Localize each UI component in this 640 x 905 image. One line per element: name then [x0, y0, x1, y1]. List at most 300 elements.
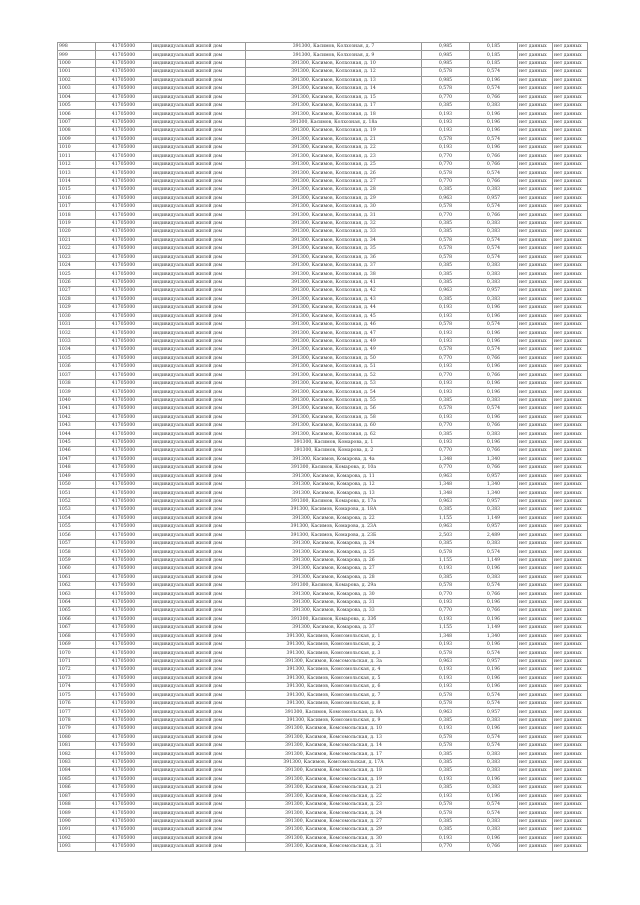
address-cell: 391300, Касимов, Колхозная, д. 37 [246, 261, 422, 269]
table-row [58, 144, 588, 152]
address-cell: 391300, Касимов, Колхозная, д. 12 [246, 68, 422, 76]
oktmo-code-cell: 41705000 [96, 337, 152, 345]
row-number-cell: 1087 [58, 792, 96, 800]
value-a-cell: 0,770 [422, 211, 470, 219]
row-number-cell: 1063 [58, 590, 96, 598]
address-cell: 391300, Касимов, Комсомольская, д. 8А [246, 708, 422, 716]
table-row [58, 472, 588, 480]
address-cell: 391300, Касимов, Колхозная, д. 22 [246, 144, 422, 152]
table-row [58, 666, 588, 674]
status-cell-2: нет данных [553, 590, 588, 598]
status-cell-2: нет данных [553, 228, 588, 236]
status-cell-1: нет данных [518, 110, 553, 118]
table-row [58, 379, 588, 387]
row-number-cell: 1034 [58, 346, 96, 354]
value-a-cell: 0,385 [422, 295, 470, 303]
status-cell-2: нет данных [553, 68, 588, 76]
status-cell-1: нет данных [518, 320, 553, 328]
oktmo-code-cell: 41705000 [96, 716, 152, 724]
table-row [58, 480, 588, 488]
building-type-cell: индивидуальный жилой дом [152, 455, 246, 463]
row-number-cell: 1056 [58, 531, 96, 539]
status-cell-1: нет данных [518, 464, 553, 472]
building-type-cell: индивидуальный жилой дом [152, 514, 246, 522]
table-row [58, 447, 588, 455]
table-row [58, 733, 588, 741]
table-row [58, 607, 588, 615]
value-b-cell: 0,196 [470, 144, 518, 152]
status-cell-2: нет данных [553, 329, 588, 337]
status-cell-2: нет данных [553, 211, 588, 219]
row-number-cell: 1075 [58, 691, 96, 699]
status-cell-1: нет данных [518, 118, 553, 126]
address-cell: 391300, Касимов, Комарова, д. 17а [246, 497, 422, 505]
address-cell: 391300, Касимов, Колхозная, д. 51 [246, 363, 422, 371]
value-b-cell: 0,196 [470, 312, 518, 320]
status-cell-1: нет данных [518, 624, 553, 632]
value-b-cell: 0,574 [470, 800, 518, 808]
building-type-cell: индивидуальный жилой дом [152, 278, 246, 286]
status-cell-1: нет данных [518, 590, 553, 598]
status-cell-1: нет данных [518, 775, 553, 783]
status-cell-2: нет данных [553, 337, 588, 345]
oktmo-code-cell: 41705000 [96, 270, 152, 278]
building-type-cell: индивидуальный жилой дом [152, 632, 246, 640]
building-type-cell: индивидуальный жилой дом [152, 826, 246, 834]
address-cell: 391300, Касимов, Колхозная, д. 15 [246, 93, 422, 101]
row-number-cell: 1002 [58, 76, 96, 84]
status-cell-2: нет данных [553, 320, 588, 328]
address-cell: 391300, Касимов, Комарова, д. 1 [246, 438, 422, 446]
status-cell-1: нет данных [518, 733, 553, 741]
row-number-cell: 1029 [58, 304, 96, 312]
table-row [58, 421, 588, 429]
oktmo-code-cell: 41705000 [96, 683, 152, 691]
table-row [58, 615, 588, 623]
table-row [58, 573, 588, 581]
value-b-cell: 0,196 [470, 329, 518, 337]
oktmo-code-cell: 41705000 [96, 430, 152, 438]
status-cell-2: нет данных [553, 253, 588, 261]
value-b-cell: 0,574 [470, 68, 518, 76]
table-row [58, 674, 588, 682]
value-b-cell: 0,196 [470, 792, 518, 800]
row-number-cell: 1047 [58, 455, 96, 463]
address-cell: 391300, Касимов, Колхозная, д. 13 [246, 76, 422, 84]
building-type-cell: индивидуальный жилой дом [152, 784, 246, 792]
status-cell-2: нет данных [553, 388, 588, 396]
address-cell: 391300, Касимов, Комарова, д. 10а [246, 464, 422, 472]
value-a-cell: 0,770 [422, 421, 470, 429]
oktmo-code-cell: 41705000 [96, 455, 152, 463]
row-number-cell: 1040 [58, 396, 96, 404]
oktmo-code-cell: 41705000 [96, 826, 152, 834]
status-cell-1: нет данных [518, 421, 553, 429]
status-cell-1: нет данных [518, 506, 553, 514]
status-cell-2: нет данных [553, 826, 588, 834]
status-cell-1: нет данных [518, 211, 553, 219]
status-cell-2: нет данных [553, 186, 588, 194]
building-type-cell: индивидуальный жилой дом [152, 531, 246, 539]
value-b-cell: 0,574 [470, 405, 518, 413]
oktmo-code-cell: 41705000 [96, 363, 152, 371]
building-type-cell: индивидуальный жилой дом [152, 775, 246, 783]
table-row [58, 85, 588, 93]
oktmo-code-cell: 41705000 [96, 76, 152, 84]
building-type-cell: индивидуальный жилой дом [152, 219, 246, 227]
oktmo-code-cell: 41705000 [96, 219, 152, 227]
building-type-cell: индивидуальный жилой дом [152, 295, 246, 303]
value-b-cell: 0,196 [470, 834, 518, 842]
address-cell: 391300, Касимов, Колхозная, д. 7 [246, 43, 422, 51]
value-b-cell: 1,149 [470, 556, 518, 564]
status-cell-1: нет данных [518, 632, 553, 640]
oktmo-code-cell: 41705000 [96, 742, 152, 750]
address-cell: 391300, Касимов, Комсомольская, д. 19 [246, 775, 422, 783]
value-a-cell: 0,963 [422, 708, 470, 716]
address-cell: 391300, Касимов, Комсомольская, д. 23 [246, 800, 422, 808]
status-cell-1: нет данных [518, 379, 553, 387]
value-b-cell: 0,574 [470, 649, 518, 657]
table-row [58, 59, 588, 67]
address-cell: 391300, Касимов, Комарова, д. 27 [246, 565, 422, 573]
address-cell: 391300, Касимов, Колхозная, д. 27 [246, 177, 422, 185]
value-b-cell: 0,383 [470, 295, 518, 303]
status-cell-1: нет данных [518, 76, 553, 84]
building-type-cell: индивидуальный жилой дом [152, 464, 246, 472]
address-cell: 391300, Касимов, Комарова, д. 30 [246, 590, 422, 598]
status-cell-1: нет данных [518, 523, 553, 531]
address-cell: 391300, Касимов, Комарова, д. 33 [246, 607, 422, 615]
value-a-cell: 1,348 [422, 489, 470, 497]
oktmo-code-cell: 41705000 [96, 834, 152, 842]
oktmo-code-cell: 41705000 [96, 615, 152, 623]
value-a-cell: 0,578 [422, 405, 470, 413]
address-cell: 391300, Касимов, Комсомольская, д. 31 [246, 843, 422, 851]
value-a-cell: 0,770 [422, 93, 470, 101]
oktmo-code-cell: 41705000 [96, 438, 152, 446]
table-row [58, 817, 588, 825]
table-row [58, 413, 588, 421]
status-cell-2: нет данных [553, 76, 588, 84]
row-number-cell: 1039 [58, 388, 96, 396]
row-number-cell: 1080 [58, 733, 96, 741]
oktmo-code-cell: 41705000 [96, 809, 152, 817]
value-b-cell: 0,574 [470, 85, 518, 93]
address-cell: 391300, Касимов, Колхозная, д. 23 [246, 152, 422, 160]
row-number-cell: 1028 [58, 295, 96, 303]
status-cell-2: нет данных [553, 101, 588, 109]
value-b-cell: 0,957 [470, 708, 518, 716]
row-number-cell: 1043 [58, 421, 96, 429]
oktmo-code-cell: 41705000 [96, 750, 152, 758]
status-cell-2: нет данных [553, 278, 588, 286]
row-number-cell: 1077 [58, 708, 96, 716]
value-b-cell: 0,185 [470, 59, 518, 67]
oktmo-code-cell: 41705000 [96, 817, 152, 825]
address-cell: 391300, Касимов, Колхозная, д. 50 [246, 354, 422, 362]
value-b-cell: 0,574 [470, 346, 518, 354]
building-type-cell: индивидуальный жилой дом [152, 76, 246, 84]
value-b-cell: 0,383 [470, 758, 518, 766]
status-cell-2: нет данных [553, 632, 588, 640]
oktmo-code-cell: 41705000 [96, 278, 152, 286]
value-b-cell: 0,196 [470, 379, 518, 387]
row-number-cell: 1053 [58, 506, 96, 514]
building-type-cell: индивидуальный жилой дом [152, 725, 246, 733]
table-row [58, 497, 588, 505]
table-row [58, 565, 588, 573]
oktmo-code-cell: 41705000 [96, 388, 152, 396]
status-cell-2: нет данных [553, 708, 588, 716]
status-cell-1: нет данных [518, 556, 553, 564]
row-number-cell: 1016 [58, 194, 96, 202]
address-cell: 391300, Касимов, Комарова, д. 13 [246, 489, 422, 497]
table-row [58, 405, 588, 413]
status-cell-2: нет данных [553, 169, 588, 177]
building-type-cell: индивидуальный жилой дом [152, 683, 246, 691]
address-cell: 391300, Касимов, Комсомольская, д. 14 [246, 742, 422, 750]
address-cell: 391300, Касимов, Комсомольская, д. 1 [246, 632, 422, 640]
row-number-cell: 1052 [58, 497, 96, 505]
status-cell-1: нет данных [518, 607, 553, 615]
oktmo-code-cell: 41705000 [96, 379, 152, 387]
row-number-cell: 1037 [58, 371, 96, 379]
value-b-cell: 0,957 [470, 287, 518, 295]
row-number-cell: 1057 [58, 539, 96, 547]
row-number-cell: 1023 [58, 253, 96, 261]
table-row [58, 396, 588, 404]
address-cell: 391300, Касимов, Комарова, д. 26 [246, 556, 422, 564]
value-a-cell: 0,193 [422, 674, 470, 682]
value-a-cell: 0,963 [422, 472, 470, 480]
address-cell: 391300, Касимов, Комсомольская, д. 27 [246, 817, 422, 825]
building-type-cell: индивидуальный жилой дом [152, 489, 246, 497]
status-cell-2: нет данных [553, 85, 588, 93]
status-cell-1: нет данных [518, 438, 553, 446]
oktmo-code-cell: 41705000 [96, 674, 152, 682]
table-row [58, 169, 588, 177]
value-b-cell: 0,196 [470, 598, 518, 606]
status-cell-1: нет данных [518, 346, 553, 354]
oktmo-code-cell: 41705000 [96, 607, 152, 615]
building-type-cell: индивидуальный жилой дом [152, 447, 246, 455]
oktmo-code-cell: 41705000 [96, 245, 152, 253]
building-type-cell: индивидуальный жилой дом [152, 379, 246, 387]
row-number-cell: 1066 [58, 615, 96, 623]
building-type-cell: индивидуальный жилой дом [152, 304, 246, 312]
address-cell: 391300, Касимов, Колхозная, д. 47 [246, 329, 422, 337]
oktmo-code-cell: 41705000 [96, 405, 152, 413]
oktmo-code-cell: 41705000 [96, 177, 152, 185]
value-a-cell: 0,578 [422, 135, 470, 143]
value-a-cell: 0,193 [422, 640, 470, 648]
value-b-cell: 0,766 [470, 371, 518, 379]
oktmo-code-cell: 41705000 [96, 320, 152, 328]
building-type-cell: индивидуальный жилой дом [152, 68, 246, 76]
value-b-cell: 0,766 [470, 421, 518, 429]
value-a-cell: 0,578 [422, 548, 470, 556]
status-cell-2: нет данных [553, 160, 588, 168]
address-cell: 391300, Касимов, Колхозная, д. 17 [246, 101, 422, 109]
table-row [58, 186, 588, 194]
table-row [58, 76, 588, 84]
status-cell-1: нет данных [518, 674, 553, 682]
status-cell-1: нет данных [518, 826, 553, 834]
building-type-cell: индивидуальный жилой дом [152, 640, 246, 648]
status-cell-2: нет данных [553, 51, 588, 59]
building-type-cell: индивидуальный жилой дом [152, 101, 246, 109]
oktmo-code-cell: 41705000 [96, 497, 152, 505]
address-cell: 391300, Касимов, Комарова, д. 28 [246, 573, 422, 581]
table-row [58, 320, 588, 328]
status-cell-1: нет данных [518, 186, 553, 194]
status-cell-2: нет данных [553, 127, 588, 135]
building-type-cell: индивидуальный жилой дом [152, 691, 246, 699]
address-cell: 391300, Касимов, Колхозная, д. 46 [246, 320, 422, 328]
status-cell-1: нет данных [518, 472, 553, 480]
status-cell-1: нет данных [518, 514, 553, 522]
value-a-cell: 2,503 [422, 531, 470, 539]
address-cell: 391300, Касимов, Колхозная, д. 49 [246, 337, 422, 345]
address-cell: 391300, Касимов, Комсомольская, д. 6 [246, 683, 422, 691]
value-b-cell: 0,196 [470, 640, 518, 648]
table-row [58, 371, 588, 379]
status-cell-2: нет данных [553, 110, 588, 118]
address-cell: 391300, Касимов, Колхозная, д. 53 [246, 379, 422, 387]
status-cell-1: нет данных [518, 127, 553, 135]
oktmo-code-cell: 41705000 [96, 725, 152, 733]
value-a-cell: 0,770 [422, 177, 470, 185]
value-a-cell: 0,963 [422, 523, 470, 531]
building-type-cell: индивидуальный жилой дом [152, 388, 246, 396]
address-cell: 391300, Касимов, Колхозная, д. 18 [246, 110, 422, 118]
status-cell-1: нет данных [518, 708, 553, 716]
row-number-cell: 1055 [58, 523, 96, 531]
table-row [58, 784, 588, 792]
row-number-cell: 1046 [58, 447, 96, 455]
oktmo-code-cell: 41705000 [96, 531, 152, 539]
oktmo-code-cell: 41705000 [96, 758, 152, 766]
address-cell: 391300, Касимов, Комарова, д. 18А [246, 506, 422, 514]
row-number-cell: 1093 [58, 843, 96, 851]
status-cell-2: нет данных [553, 270, 588, 278]
status-cell-1: нет данных [518, 573, 553, 581]
status-cell-2: нет данных [553, 371, 588, 379]
oktmo-code-cell: 41705000 [96, 472, 152, 480]
row-number-cell: 1021 [58, 236, 96, 244]
building-type-cell: индивидуальный жилой дом [152, 354, 246, 362]
status-cell-1: нет данных [518, 430, 553, 438]
building-type-cell: индивидуальный жилой дом [152, 607, 246, 615]
building-type-cell: индивидуальный жилой дом [152, 320, 246, 328]
table-row [58, 767, 588, 775]
oktmo-code-cell: 41705000 [96, 144, 152, 152]
building-type-cell: индивидуальный жилой дом [152, 312, 246, 320]
value-a-cell: 0,385 [422, 261, 470, 269]
table-row [58, 548, 588, 556]
status-cell-2: нет данных [553, 598, 588, 606]
row-number-cell: 1092 [58, 834, 96, 842]
table-row [58, 287, 588, 295]
address-cell: 391300, Касимов, Колхозная, д. 56 [246, 405, 422, 413]
row-number-cell: 1026 [58, 278, 96, 286]
value-b-cell: 0,766 [470, 607, 518, 615]
row-number-cell: 1071 [58, 657, 96, 665]
oktmo-code-cell: 41705000 [96, 666, 152, 674]
row-number-cell: 1083 [58, 758, 96, 766]
value-b-cell: 0,383 [470, 219, 518, 227]
oktmo-code-cell: 41705000 [96, 657, 152, 665]
building-type-cell: индивидуальный жилой дом [152, 59, 246, 67]
value-a-cell: 0,578 [422, 691, 470, 699]
oktmo-code-cell: 41705000 [96, 447, 152, 455]
value-a-cell: 0,193 [422, 337, 470, 345]
value-b-cell: 1,340 [470, 455, 518, 463]
oktmo-code-cell: 41705000 [96, 598, 152, 606]
address-cell: 391300, Касимов, Комсомольская, д. 22 [246, 792, 422, 800]
status-cell-1: нет данных [518, 270, 553, 278]
row-number-cell: 1031 [58, 320, 96, 328]
status-cell-1: нет данных [518, 539, 553, 547]
row-number-cell: 1038 [58, 379, 96, 387]
value-a-cell: 0,193 [422, 565, 470, 573]
status-cell-1: нет данных [518, 666, 553, 674]
address-cell: 391300, Касимов, Комсомольская, д. 17А [246, 758, 422, 766]
table-row [58, 531, 588, 539]
status-cell-2: нет данных [553, 733, 588, 741]
table-row [58, 750, 588, 758]
value-a-cell: 0,385 [422, 270, 470, 278]
value-a-cell: 0,385 [422, 101, 470, 109]
address-cell: 391300, Касимов, Колхозная, д. 35 [246, 245, 422, 253]
value-b-cell: 0,196 [470, 304, 518, 312]
building-type-cell: индивидуальный жилой дом [152, 649, 246, 657]
status-cell-1: нет данных [518, 792, 553, 800]
status-cell-1: нет данных [518, 683, 553, 691]
oktmo-code-cell: 41705000 [96, 523, 152, 531]
address-cell: 391300, Касимов, Колхозная, д. 60 [246, 421, 422, 429]
address-cell: 391300, Касимов, Комсомольская, д. 8 [246, 699, 422, 707]
table-row [58, 152, 588, 160]
status-cell-2: нет данных [553, 472, 588, 480]
value-a-cell: 0,193 [422, 379, 470, 387]
status-cell-2: нет данных [553, 615, 588, 623]
row-number-cell: 1044 [58, 430, 96, 438]
value-a-cell: 0,193 [422, 725, 470, 733]
value-a-cell: 1,348 [422, 455, 470, 463]
address-cell: 391300, Касимов, Комсомольская, д. 4 [246, 666, 422, 674]
status-cell-2: нет данных [553, 489, 588, 497]
status-cell-2: нет данных [553, 674, 588, 682]
value-a-cell: 0,385 [422, 278, 470, 286]
status-cell-1: нет данных [518, 657, 553, 665]
status-cell-1: нет данных [518, 548, 553, 556]
table-row [58, 699, 588, 707]
status-cell-2: нет данных [553, 194, 588, 202]
building-type-cell: индивидуальный жилой дом [152, 657, 246, 665]
status-cell-1: нет данных [518, 800, 553, 808]
oktmo-code-cell: 41705000 [96, 708, 152, 716]
value-b-cell: 0,196 [470, 775, 518, 783]
row-number-cell: 999 [58, 51, 96, 59]
status-cell-1: нет данных [518, 405, 553, 413]
status-cell-1: нет данных [518, 371, 553, 379]
status-cell-1: нет данных [518, 725, 553, 733]
address-cell: 391300, Касимов, Комарова, д. 22 [246, 514, 422, 522]
table-row [58, 809, 588, 817]
building-type-cell: индивидуальный жилой дом [152, 843, 246, 851]
